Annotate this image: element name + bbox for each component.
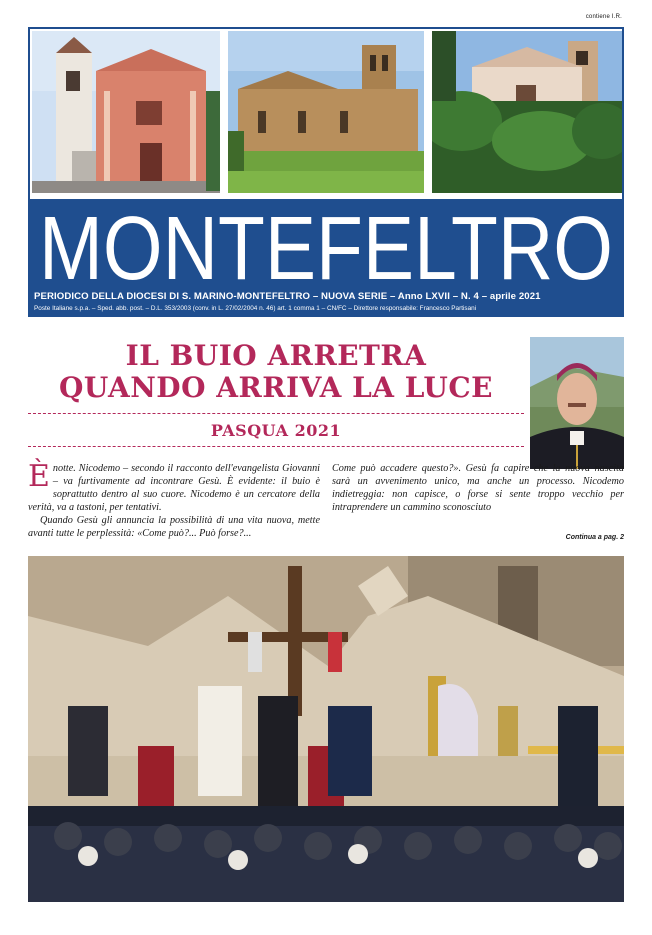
article-column-1 bbox=[28, 459, 320, 540]
bishop-portrait bbox=[530, 337, 624, 469]
headline-divider-top bbox=[28, 413, 524, 414]
headline-line-2: QUANDO ARRIVA LA LUCE bbox=[59, 371, 493, 404]
masthead bbox=[28, 27, 624, 317]
masthead-legal: Poste Italiane s.p.a. – Sped. abb. post. – D.L. 353/2003 (conv. in L. 27/02/2004 n. 46) art. 1 comma 1 – CN/FC – Direttore responsabile: Francesco Partisani bbox=[34, 305, 477, 312]
masthead-subtitle: PERIODICO DELLA DIOCESI DI S. MARINO-MONTEFELTRO – NUOVA SERIE – Anno LXVII – N. 4 – aprile 2021 bbox=[34, 291, 541, 302]
column-1-paragraph-1: notte. Nicodemo – secondo il racconto dell'evangelista Giovanni – va furtivamente ad incontrare Gesù. È evidente: il buio è soprattutto dentro al suo cuore. Nicodemo è un cercatore della verità, va a tastoni, per tentativi. bbox=[28, 463, 320, 513]
column-2-paragraph-1: Come può accadere questo?». Gesù fa capire che la nuova nascita sarà un avvenimento unico, ma anche un processo. Nicodemo indietreggia: non capisce, o forse si sente troppo vecchio per intraprendere un cammino sconosciuto bbox=[332, 463, 624, 513]
main-photo bbox=[28, 556, 624, 902]
church-photo-left bbox=[32, 31, 220, 193]
column-1-paragraph-2: Quando Gesù gli annuncia la possibilità di una vita nuova, mette avanti tutte le perplessità: «Come può?... Può forse?... bbox=[28, 515, 320, 539]
church-photo-right bbox=[432, 31, 622, 193]
headline-divider-bottom bbox=[28, 446, 524, 447]
drop-cap: È bbox=[28, 459, 50, 494]
masthead-logo bbox=[30, 201, 622, 289]
masthead-title: MONTEFELTRO bbox=[39, 201, 613, 289]
article-column-2 bbox=[332, 462, 624, 514]
continued-link[interactable]: Continua a pag. 2 bbox=[565, 534, 624, 541]
article-kicker: PASQUA 2021 bbox=[210, 421, 342, 440]
corner-note: contiene I.R. bbox=[585, 14, 622, 20]
article-headline bbox=[28, 340, 524, 404]
cathedral-photo-center bbox=[228, 31, 424, 193]
headline-line-1: IL BUIO ARRETRA bbox=[125, 339, 427, 372]
